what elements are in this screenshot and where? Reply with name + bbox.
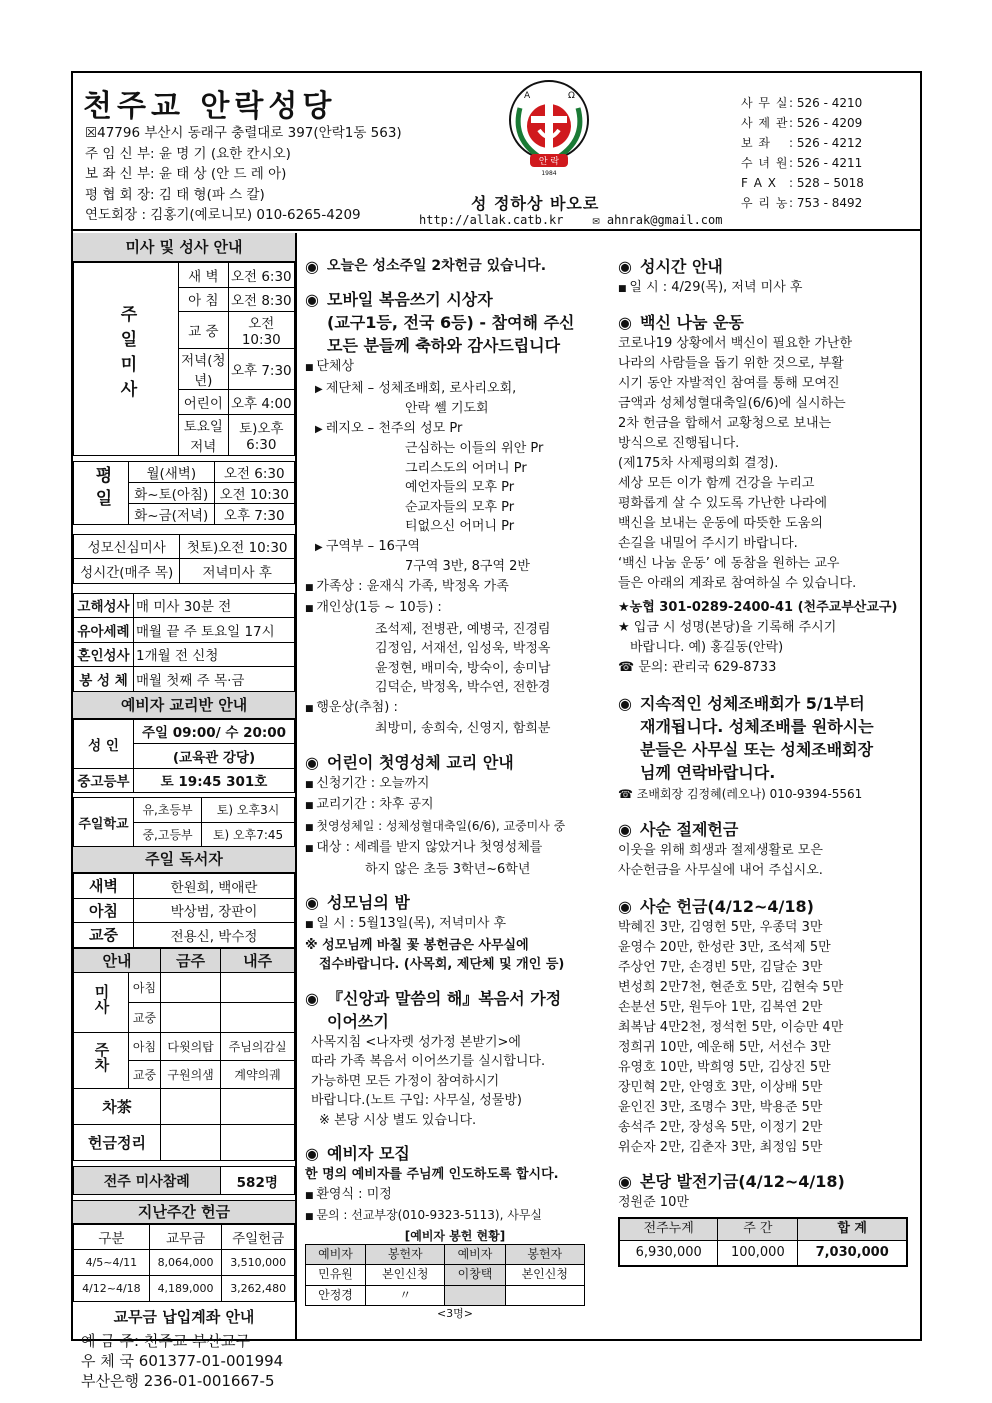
mass-schedule-title: 미사 및 성사 안내: [73, 233, 295, 262]
phone-number: : 526 - 4211: [789, 156, 863, 170]
vaccine-line: 코로나19 상황에서 백신이 필요한 가난한: [618, 336, 852, 351]
phone-number: : 526 - 4209: [789, 116, 863, 130]
address: ☒47796 부산시 동래구 충렬대로 397(안락1동 563): [85, 125, 402, 141]
recruit-header: 예비자: [306, 1244, 366, 1265]
guide-next: [221, 973, 295, 1003]
guide-next: [221, 1003, 295, 1033]
mass-name: 교 중: [179, 312, 229, 349]
tea-label: 차茶: [74, 1089, 161, 1125]
middle-notices-column: [305, 251, 605, 1322]
lent-donor-line: 박혜진 3만, 김영헌 5만, 우종덕 3만: [618, 920, 823, 935]
recruit-count: <3명>: [436, 1307, 474, 1320]
award-line: 순교자들의 모후 Pr: [405, 499, 515, 515]
weekday-label: 평일: [74, 461, 129, 524]
award-line: ▶ 구역부 – 16구역: [305, 537, 605, 558]
mass-name: 토요일저녁: [179, 414, 229, 455]
sunday-mass-table: [73, 262, 295, 456]
lent-donor-line: 장민혁 2만, 안영호 3만, 이상배 5만: [618, 1080, 823, 1095]
award-names: 김정임, 서재선, 임성욱, 박정옥: [375, 641, 551, 656]
offering-dues: 8,064,000: [149, 1249, 222, 1275]
guide-mass: 교중: [129, 1003, 161, 1033]
notice-family-gospel: ◉ 『신앙과 말씀의 해』복음서 가정 이어쓰기: [305, 988, 562, 1031]
award-line: ▶ 제단체 – 성체조배회, 로사리오회,: [305, 379, 605, 400]
lent-donor-line: 손분선 5만, 원두아 1만, 김복연 2만: [618, 1000, 823, 1015]
parish-logo-icon: [506, 78, 592, 178]
bullet-icon: ◉: [618, 897, 632, 916]
notice-first-communion: ◉ 어린이 첫영성체 교리 안내: [305, 752, 514, 772]
gospel-line: 가능하면 모든 가정이 참여하시기: [311, 1073, 500, 1089]
ss-group: 유,초등부: [134, 798, 202, 823]
sunday-school-label: 주일학교: [74, 798, 134, 847]
sacrament-name: 혼인성사: [74, 642, 134, 667]
sunday-school-table: [73, 797, 295, 847]
bullet-icon: ◉: [305, 752, 319, 772]
bank-title: 교무금 납입계좌 안내: [113, 1307, 255, 1326]
adult-time: 주일 09:00/ 수 20:00: [134, 719, 295, 744]
sacrament-name: 유아세례: [74, 618, 134, 643]
award-line: 티없으신 어머니 Pr: [405, 519, 515, 534]
notice-lent-abstinence: ◉ 사순 절제헌금: [618, 820, 739, 839]
phone-label: 사 무 실: [741, 96, 789, 110]
phone-row: [741, 93, 864, 113]
phone-label: 보 좌: [741, 136, 771, 150]
guide-header: 금주: [161, 948, 221, 973]
logo-year: 1984: [541, 170, 557, 177]
mass-time: 오후 7:30: [214, 503, 294, 524]
notice-mary-night: ◉ 성모님의 밤: [305, 893, 410, 912]
recruit-text: 한 명의 예비자를 주님께 인도하도록 합시다.: [305, 1167, 559, 1182]
notice-second-collection: ◉ 오늘은 성소주일 2차헌금 있습니다.: [305, 257, 547, 276]
mass-time: 오후 4:00: [228, 390, 294, 415]
sacrament-desc: 1개월 전 신청: [134, 642, 295, 667]
mass-time: 토)오후 6:30: [228, 414, 294, 455]
offering-dues: 4,189,000: [149, 1275, 222, 1301]
deposit-note: ★ 입금 시 성명(본당)을 기록해 주시기: [618, 620, 837, 635]
attendance-label: 전주 미사참례: [74, 1167, 221, 1195]
recruit-header: 봉헌자: [366, 1244, 445, 1265]
vaccine-line: 2차 헌금을 합해서 교황청으로 보내는: [618, 416, 832, 431]
church-name: 천주교 안락성당: [83, 89, 337, 124]
ss-group: 중,고등부: [134, 822, 202, 847]
deposit-note: 바랍니다. 예) 홍길동(안락): [630, 640, 784, 655]
dev-header: 주 간: [718, 1218, 798, 1240]
phone-number: : 526 - 4212: [789, 136, 863, 150]
phone-row: [741, 173, 864, 193]
notice-vaccine: ◉ 백신 나눔 운동: [618, 313, 744, 332]
guide-mass: 아침: [129, 973, 161, 1003]
mary-note: 접수바랍니다. (사목회, 제단체 및 개인 등): [319, 957, 565, 972]
bank-line: 예 금 주: 천주교 부산교구: [81, 1331, 251, 1350]
catechumen-table: [73, 719, 295, 794]
mass-name: 화~토(아침): [129, 482, 215, 503]
recruit-cell: 〃: [366, 1285, 445, 1306]
award-line: 그리스도의 어머니 Pr: [405, 460, 527, 476]
bulletin-page: [71, 71, 922, 1390]
mass-name: 월(새벽): [129, 461, 215, 482]
offering-period: 4/5~4/11: [74, 1249, 150, 1275]
recruit-cell: 민유원: [306, 1265, 366, 1286]
special-time: 첫토)오전 10:30: [180, 534, 295, 559]
phone-row: [741, 193, 864, 213]
guide-this: [161, 1003, 221, 1033]
phone-label: F A X: [741, 176, 777, 190]
mary-note: ※ 성모님께 바칠 꽃 봉헌금은 사무실에: [305, 937, 529, 953]
special-mass-table: [73, 534, 295, 584]
mass-time: 오전 10:30: [214, 482, 294, 503]
dev-header: 합 계: [798, 1218, 907, 1240]
website-link[interactable]: http://allak.catb.kr: [419, 213, 564, 227]
dev-header: 전주누계: [619, 1218, 718, 1240]
youth-time: 토 19:45 301호: [134, 768, 295, 793]
award-line: 근심하는 이들의 위안 Pr: [405, 441, 544, 456]
bank-line: 부산은행 236-01-001667-5: [81, 1371, 275, 1390]
jucha-mass: 교중: [129, 1061, 161, 1089]
award-names: 조석제, 전병관, 예병국, 진경림: [375, 621, 551, 637]
svg-text:Ω: Ω: [568, 91, 575, 101]
lent-donor-line: 변성희 2만7천, 현준호 5만, 김현숙 5만: [618, 980, 844, 995]
attendance-table: [73, 1166, 295, 1195]
notice-holy-hour: ◉ 성시간 안내: [618, 257, 723, 276]
recruit-cell: 본인신청: [505, 1265, 585, 1286]
offering-sunday: 3,510,000: [222, 1249, 295, 1275]
award-line: 안락 쎌 기도회: [405, 401, 489, 416]
reader-mass: 교중: [74, 923, 134, 948]
communion-item: ■ 교리기간 : 차후 공지: [305, 795, 605, 817]
money-next: [221, 1125, 295, 1161]
recruit-cell: 이창택: [445, 1265, 505, 1286]
logo-text: 안 락: [538, 157, 560, 167]
award-line: 예언자들의 모후 Pr: [405, 480, 515, 495]
ss-time: 토) 오후3시: [202, 798, 295, 823]
offering-sunday: 3,262,480: [222, 1275, 295, 1301]
offering-period: 4/12~4/18: [74, 1275, 150, 1301]
reader-names: 한원희, 백애란: [134, 874, 295, 899]
lent-donor-line: 윤영수 20만, 한성란 3만, 조석제 5만: [618, 940, 831, 955]
mass-name: 새 벽: [179, 263, 229, 288]
bullet-icon: ◉: [618, 257, 632, 276]
jucha-mass: 아침: [129, 1033, 161, 1061]
offering-header: 주일헌금: [222, 1225, 295, 1250]
jucha-this: 다윗의탑: [161, 1033, 221, 1061]
bullet-icon: ◉: [305, 893, 319, 912]
sacrament-table: [73, 593, 295, 692]
phone-number: : 753 - 8492: [789, 196, 863, 210]
award-line: 7구역 3반, 8구역 2반: [405, 559, 530, 574]
lent-text: 이웃을 위해 희생과 절제생활로 모은: [618, 843, 823, 858]
award-names: 윤정현, 배미숙, 방숙이, 송미남: [375, 660, 551, 676]
vaccine-line: 방식으로 진행됩니다.: [618, 436, 740, 451]
left-schedule-column: [73, 233, 297, 1390]
guide-header: 안내: [74, 948, 161, 973]
vaccine-line: 나라의 사람들을 돕기 위한 것으로, 부활: [618, 356, 844, 371]
recruit-table: [305, 1244, 585, 1307]
money-this: [161, 1125, 221, 1161]
sacrament-desc: 매월 끝 주 토요일 17시: [134, 618, 295, 643]
recruit-cell: 본인신청: [366, 1265, 445, 1286]
vaccine-line: 시기 동안 자발적인 참여를 통해 모여진: [618, 376, 840, 391]
sacrament-name: 고해성사: [74, 593, 134, 618]
phone-label: 수 녀 원: [741, 156, 789, 170]
council-president: 평 협 회 장: 김 태 형(파 스 칼): [85, 186, 265, 203]
readers-table: [73, 873, 295, 948]
gospel-line: 바랍니다.(노트 구입: 사무실, 성물방): [311, 1093, 522, 1108]
adoration-contact: ☎ 조배회장 김정혜(레오나) 010-9394-5561: [618, 787, 863, 801]
phone-list: [741, 93, 864, 213]
reader-names: 전용신, 박수정: [134, 923, 295, 948]
vaccine-line: 금액과 성체성혈대축일(6/6)에 실시하는: [618, 396, 846, 411]
web-contacts: [419, 213, 722, 227]
mass-time: 오전 6:30: [228, 263, 294, 288]
guide-header: 내주: [221, 948, 295, 973]
reader-mass: 새벽: [74, 874, 134, 899]
phone-number: : 526 - 4210: [789, 96, 863, 110]
personal-award: ■ 개인상(1등 ~ 10등) :: [305, 598, 605, 620]
vaccine-line: (제175차 사제평의회 결정).: [618, 456, 779, 471]
weekday-mass-table: [73, 461, 295, 525]
dev-donor: 정원준 10만: [618, 1195, 689, 1210]
vaccine-line: 평화롭게 살 수 있도록 가난한 나라에: [618, 496, 828, 511]
bullet-icon: ◉: [305, 257, 319, 276]
lent-donor-line: 위순자 2만, 김춘자 3만, 최정임 5만: [618, 1140, 823, 1155]
guide-this: [161, 973, 221, 1003]
bullet-icon: ◉: [618, 1172, 632, 1191]
bullet-icon: ◉: [305, 290, 319, 309]
reader-mass: 아침: [74, 898, 134, 923]
vaccine-inquiry: ☎ 문의: 관리국 629-8733: [618, 660, 777, 675]
dev-fund-table: [618, 1217, 908, 1267]
sacrament-name: 봉 성 체: [74, 667, 134, 692]
recruit-item: ■ 문의 : 선교부장(010-9323-5113), 사무실: [305, 1206, 605, 1228]
special-name: 성시간(매주 목): [74, 559, 180, 584]
bulletin-header: [73, 73, 920, 231]
vaccine-line: 들은 아래의 계좌로 참여하실 수 있습니다.: [618, 576, 857, 591]
money-label: 헌금정리: [74, 1125, 161, 1161]
jucha-this: 구원의샘: [161, 1061, 221, 1089]
vaccine-line: 백신을 보내는 운동에 따뜻한 도움의: [618, 516, 823, 531]
notice-lent-offering: ◉ 사순 헌금(4/12~4/18): [618, 897, 814, 916]
readers-title: 주일 독서자: [73, 847, 295, 873]
lent-donor-line: 최복남 4만2천, 정석헌 5만, 이승만 4만: [618, 1020, 844, 1035]
recruit-header: 예비자: [445, 1244, 505, 1265]
sunday-label: 주일미사: [74, 263, 179, 456]
mass-time: 오전 10:30: [228, 312, 294, 349]
phone-row: [741, 113, 864, 133]
jucha-label: 주차: [74, 1033, 129, 1089]
right-notices-column: [618, 251, 923, 1267]
mass-name: 저녁(청년): [179, 349, 229, 390]
phone-row: [741, 133, 864, 153]
bullet-icon: ◉: [618, 313, 632, 332]
notice-adoration: ◉ 지속적인 성체조배회가 5/1부터 재개됩니다. 성체조배를 원하시는 분들은 사무실 또는 성체조배회장 님께 연락바랍니다.: [618, 694, 874, 782]
lent-donor-line: 송석주 2만, 장성옥 5만, 이정기 2만: [618, 1120, 823, 1135]
recruit-item: ■ 환영식 : 미정: [305, 1185, 605, 1207]
mass-time: 오전 8:30: [228, 287, 294, 312]
notice-mobile-gospel: ◉ 모바일 복음쓰기 시상자 (교구1등, 전국 6등) - 참여해 주신 모든 분들께 축하와 감사드립니다: [305, 290, 575, 355]
sacrament-desc: 매월 첫째 주 목·금: [134, 667, 295, 692]
assistant-priest: 보 좌 신 부: 윤 태 상 (안 드 레 아): [85, 166, 287, 182]
special-name: 성모신심미사: [74, 534, 180, 559]
mass-time: 오후 7:30: [228, 349, 294, 390]
bullet-icon: ◉: [618, 694, 632, 713]
gospel-line: ※ 본당 시상 별도 있습니다.: [319, 1112, 477, 1128]
email-link[interactable]: ✉ ahnrak@gmail.com: [592, 213, 723, 227]
phone-number: : 528 – 5018: [789, 176, 864, 190]
luck-award: ■ 행운상(추첨) :: [305, 698, 605, 720]
mass-name: 어린이: [179, 390, 229, 415]
svg-text:A: A: [524, 91, 531, 101]
adult-label: 성 인: [74, 719, 134, 768]
recruit-cell: [505, 1285, 585, 1306]
dev-value: 100,000: [718, 1240, 798, 1266]
lent-donor-line: 유영호 10만, 박희영 5만, 김상진 5만: [618, 1060, 831, 1075]
youth-label: 중고등부: [74, 768, 134, 793]
offering-title: 지난주간 헌금: [73, 1200, 295, 1224]
recruit-cell: [445, 1285, 505, 1306]
communion-item: ■ 대상 : 세례를 받지 않았거나 첫영성체를: [305, 838, 605, 860]
lent-donor-line: 정희귀 10만, 예운해 5만, 서선수 3만: [618, 1040, 831, 1055]
mass-name: 화~금(저녁): [129, 503, 215, 524]
lent-donor-line: 윤인진 3만, 조명수 3만, 박용준 5만: [618, 1100, 823, 1115]
vaccine-line: 세상 모든 이가 함께 건강을 누리고: [618, 476, 815, 491]
dev-value: 6,930,000: [619, 1240, 718, 1266]
recruit-header: 봉헌자: [505, 1244, 585, 1265]
communion-item: ■ 신청기간 : 오늘까지: [305, 774, 605, 796]
vaccine-line: 손길을 내밀어 주시기 바랍니다.: [618, 536, 798, 551]
lent-text: 사순헌금을 사무실에 내어 주십시오.: [618, 863, 823, 878]
bullet-icon: ◉: [305, 988, 319, 1008]
guide-table: [73, 948, 295, 1162]
award-names: 김덕순, 박정옥, 박수연, 전한경: [375, 680, 551, 695]
award-line: ▶ 레지오 – 천주의 성모 Pr: [305, 419, 605, 440]
family-award: ■ 가족상 : 윤재식 가족, 박정옥 가족: [305, 577, 605, 599]
communion-item: ■ 첫영성체일 : 성체성혈대축일(6/6), 교중미사 중: [305, 817, 605, 839]
bank-accounts: [73, 1331, 295, 1391]
phone-label: 우 리 농: [741, 196, 789, 210]
catechumen-title: 예비자 교리반 안내: [73, 692, 295, 719]
assoc-president: 연도회장 : 김홍기(예로니모) 010-6265-4209: [85, 207, 361, 223]
communion-item: 하지 않은 초등 3학년~6학년: [365, 861, 531, 877]
bullet-icon: ◉: [618, 820, 632, 839]
recruit-table-title: [예비자 봉헌 현황]: [404, 1228, 506, 1243]
group-award: ■ 단체상: [305, 357, 605, 379]
special-time: 저녁미사 후: [180, 559, 295, 584]
offering-header: 교무금: [149, 1225, 222, 1250]
award-names: 최방미, 송희숙, 신영지, 함희분: [375, 721, 551, 736]
offering-table: [73, 1224, 295, 1302]
tea-next: [221, 1089, 295, 1125]
jucha-next: 계약의궤: [221, 1061, 295, 1089]
lent-donor-line: 주상언 7만, 손경빈 5만, 김달순 3만: [618, 960, 823, 975]
bullet-icon: ◉: [305, 1144, 319, 1163]
ss-time: 토) 오후7:45: [202, 822, 295, 847]
notice-recruit: ◉ 예비자 모집: [305, 1144, 410, 1163]
mary-date: ■ 일 시 : 5월13일(목), 저녁미사 후: [305, 914, 605, 936]
pastor: 주 임 신 부: 윤 명 기 (요한 칸시오): [85, 145, 291, 162]
reader-names: 박상범, 장판이: [134, 898, 295, 923]
bank-line: 우 체 국 601377-01-001994: [81, 1351, 284, 1370]
vaccine-account: ★농협 301-0289-2400-41 (천주교부산교구): [618, 600, 898, 615]
adult-place: (교육관 강당): [134, 744, 295, 769]
dev-value: 7,030,000: [798, 1240, 907, 1266]
tea-this: [161, 1089, 221, 1125]
mass-time: 오전 6:30: [214, 461, 294, 482]
recruit-cell: 안정경: [306, 1285, 366, 1306]
phone-row: [741, 153, 864, 173]
jucha-next: 주님의감실: [221, 1033, 295, 1061]
holy-hour-date: ■ 일 시 : 4/29(목), 저녁 미사 후: [618, 278, 923, 299]
sacrament-desc: 매 미사 30분 전: [134, 593, 295, 618]
mass-name: 아 침: [179, 287, 229, 312]
gospel-line: 사목지침 <나자렛 성가정 본받기>에: [311, 1034, 521, 1050]
patron-saint: 성 정하상 바오로: [471, 194, 600, 213]
notice-development-fund: ◉ 본당 발전기금(4/12~4/18): [618, 1172, 845, 1191]
offering-header: 구분: [74, 1225, 150, 1250]
misa-label: 미사: [74, 973, 129, 1033]
phone-label: 사 제 관: [741, 116, 789, 130]
gospel-line: 따라 가족 복음서 이어쓰기를 실시합니다.: [311, 1054, 546, 1069]
attendance-value: 582명: [220, 1167, 294, 1195]
church-info: [85, 123, 402, 226]
vaccine-line: ‘백신 나눔 운동’ 에 동참을 원하는 교우: [618, 556, 840, 571]
